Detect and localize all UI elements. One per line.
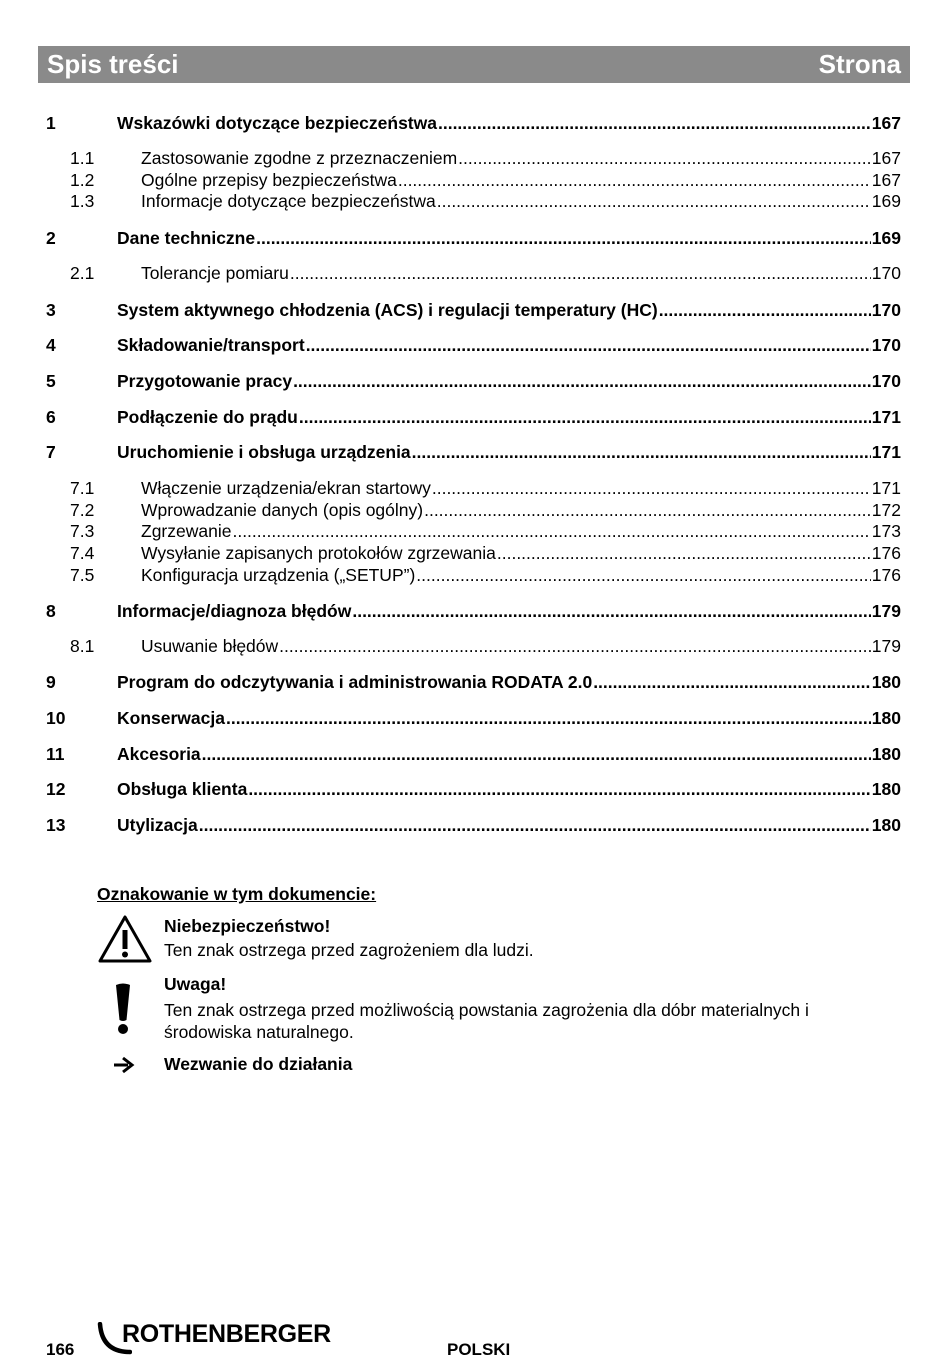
toc-header-title: Spis treści <box>47 49 179 79</box>
toc-entry-number: 12 <box>46 779 66 799</box>
toc-entry-number: 3 <box>46 300 56 320</box>
toc-entry[interactable] <box>46 478 901 500</box>
toc-entry[interactable] <box>46 263 901 285</box>
toc-entry-page: 169 <box>871 191 901 211</box>
toc-entry[interactable] <box>46 371 901 393</box>
toc-entry-number: 1 <box>46 113 56 133</box>
toc-entry[interactable] <box>46 543 901 565</box>
toc-entry[interactable] <box>46 636 901 658</box>
toc-entry-title: Konfiguracja urządzenia („SETUP”) <box>141 565 416 585</box>
toc-dot-leader <box>293 371 871 392</box>
toc-header-page-label: Strona <box>818 49 901 79</box>
caution-title: Uwaga! <box>164 974 227 994</box>
toc-entry-number: 5 <box>46 371 56 391</box>
caution-text: Ten znak ostrzega przed możliwością powstania zagrożenia dla dóbr materialnych i środowiska naturalnego. <box>164 1000 809 1042</box>
toc-entry[interactable] <box>46 113 901 135</box>
legend-heading: Oznakowanie w tym dokumencie: <box>97 884 377 904</box>
toc-entry-title: Informacje dotyczące bezpieczeństwa <box>141 191 436 211</box>
toc-entry-page: 176 <box>871 543 901 563</box>
toc-entry[interactable] <box>46 442 901 464</box>
toc-entry-page: 167 <box>871 113 901 133</box>
toc-entry-page: 171 <box>871 442 901 462</box>
toc-entry-page: 180 <box>871 672 901 692</box>
toc-entry-title: Utylizacja <box>117 815 198 835</box>
toc-entry-title: Zgrzewanie <box>141 521 232 541</box>
toc-entry-page: 173 <box>871 521 901 541</box>
toc-entry-page: 179 <box>871 601 901 621</box>
toc-entry-page: 180 <box>871 779 901 799</box>
toc-entry-number: 1.2 <box>70 170 95 190</box>
toc-entry-title: System aktywnego chłodzenia (ACS) i regulacji temperatury (HC) <box>117 300 658 320</box>
toc-dot-leader <box>279 636 871 657</box>
toc-entry-title: Program do odczytywania i administrowania RODATA 2.0 <box>117 672 593 692</box>
toc-entry-number: 1.1 <box>70 148 95 168</box>
arrow-right-icon <box>113 1056 135 1074</box>
toc-entry-page: 171 <box>871 478 901 498</box>
toc-entry[interactable] <box>46 601 901 623</box>
action-title: Wezwanie do działania <box>164 1054 353 1074</box>
toc-entry-title: Informacje/diagnoza błędów <box>117 601 352 621</box>
toc-entry-page: 180 <box>871 708 901 728</box>
toc-entry[interactable] <box>46 407 901 429</box>
toc-entry-number: 6 <box>46 407 56 427</box>
toc-entry-title: Wprowadzanie danych (opis ogólny) <box>141 500 424 520</box>
toc-entry-title: Akcesoria <box>117 744 201 764</box>
toc-header-bar <box>38 46 910 83</box>
toc-entry-number: 1.3 <box>70 191 95 211</box>
toc-dot-leader <box>299 407 871 428</box>
toc-entry-title: Uruchomienie i obsługa urządzenia <box>117 442 411 462</box>
toc-dot-leader <box>497 543 871 564</box>
toc-dot-leader <box>416 565 871 586</box>
toc-entry-page: 167 <box>871 170 901 190</box>
toc-entry[interactable] <box>46 170 901 192</box>
footer-page-number: 166 <box>46 1340 75 1359</box>
toc-entry[interactable] <box>46 744 901 766</box>
toc-entry[interactable] <box>46 708 901 730</box>
brand-logo <box>96 1318 356 1358</box>
toc-entry-page: 180 <box>871 815 901 835</box>
toc-entry[interactable] <box>46 191 901 213</box>
toc-entry-page: 170 <box>871 300 901 320</box>
toc-entry-page: 170 <box>871 371 901 391</box>
toc-entry-number: 13 <box>46 815 66 835</box>
toc-entry-page: 180 <box>871 744 901 764</box>
toc-entry-number: 2 <box>46 228 56 248</box>
toc-entry[interactable] <box>46 300 901 322</box>
toc-entry-number: 10 <box>46 708 66 728</box>
toc-dot-leader <box>202 744 871 765</box>
toc-entry-page: 171 <box>871 407 901 427</box>
toc-entry-page: 176 <box>871 565 901 585</box>
toc-entry-number: 7.1 <box>70 478 95 498</box>
toc-entry[interactable] <box>46 815 901 837</box>
toc-entry[interactable] <box>46 521 901 543</box>
toc-entry-page: 172 <box>871 500 901 520</box>
toc-entry-title: Dane techniczne <box>117 228 256 248</box>
toc-dot-leader <box>398 170 871 191</box>
toc-dot-leader <box>256 228 871 249</box>
toc-entry[interactable] <box>46 228 901 250</box>
toc-dot-leader <box>352 601 870 622</box>
toc-entry[interactable] <box>46 672 901 694</box>
toc-entry[interactable] <box>46 500 901 522</box>
toc-dot-leader <box>438 113 871 134</box>
toc-entry-title: Wysyłanie zapisanych protokołów zgrzewania <box>141 543 496 563</box>
toc-entry-title: Przygotowanie pracy <box>117 371 293 391</box>
toc-dot-leader <box>412 442 871 463</box>
toc-entry-number: 8.1 <box>70 636 95 656</box>
toc-entry-title: Obsługa klienta <box>117 779 248 799</box>
toc-entry[interactable] <box>46 335 901 357</box>
exclamation-icon <box>113 982 133 1036</box>
toc-entry[interactable] <box>46 148 901 170</box>
toc-entry-title: Składowanie/transport <box>117 335 305 355</box>
footer-language: POLSKI <box>447 1340 511 1359</box>
toc-entry-number: 7.5 <box>70 565 95 585</box>
toc-entry[interactable] <box>46 779 901 801</box>
toc-entry-number: 2.1 <box>70 263 95 283</box>
toc-dot-leader <box>199 815 871 836</box>
toc-entry-number: 8 <box>46 601 56 621</box>
toc-entry-title: Podłączenie do prądu <box>117 407 298 427</box>
toc-dot-leader <box>593 672 871 693</box>
toc-entry-title: Usuwanie błędów <box>141 636 279 656</box>
toc-entry-number: 9 <box>46 672 56 692</box>
brand-name: ROTHENBERGER <box>122 1320 331 1348</box>
toc-entry-title: Włączenie urządzenia/ekran startowy <box>141 478 431 498</box>
toc-entry-page: 170 <box>871 335 901 355</box>
toc-entry-page: 167 <box>871 148 901 168</box>
toc-dot-leader <box>306 335 871 356</box>
toc-entry-number: 4 <box>46 335 56 355</box>
toc-entry-title: Zastosowanie zgodne z przeznaczeniem <box>141 148 458 168</box>
toc-entry-page: 179 <box>871 636 901 656</box>
toc-entry-title: Konserwacja <box>117 708 225 728</box>
toc-dot-leader <box>232 521 870 542</box>
toc-entry[interactable] <box>46 565 901 587</box>
toc-entry-title: Ogólne przepisy bezpieczeństwa <box>141 170 397 190</box>
toc-entry-title: Wskazówki dotyczące bezpieczeństwa <box>117 113 437 133</box>
toc-entry-number: 7 <box>46 442 56 462</box>
toc-entry-number: 7.2 <box>70 500 95 520</box>
toc-dot-leader <box>432 478 871 499</box>
toc-dot-leader <box>226 708 871 729</box>
toc-entry-number: 7.3 <box>70 521 95 541</box>
toc-dot-leader <box>458 148 871 169</box>
danger-text: Ten znak ostrzega przed zagrożeniem dla ludzi. <box>164 940 534 960</box>
toc-dot-leader <box>437 191 871 212</box>
toc-entry-number: 7.4 <box>70 543 95 563</box>
toc-dot-leader <box>659 300 871 321</box>
toc-dot-leader <box>424 500 871 521</box>
toc-dot-leader <box>290 263 871 284</box>
toc-entry-number: 11 <box>46 744 65 764</box>
toc-entry-title: Tolerancje pomiaru <box>141 263 289 283</box>
danger-title: Niebezpieczeństwo! <box>164 916 331 936</box>
toc-dot-leader <box>248 779 870 800</box>
toc-entry-page: 169 <box>871 228 901 248</box>
toc-entry-page: 170 <box>871 263 901 283</box>
warning-triangle-icon <box>97 914 153 964</box>
